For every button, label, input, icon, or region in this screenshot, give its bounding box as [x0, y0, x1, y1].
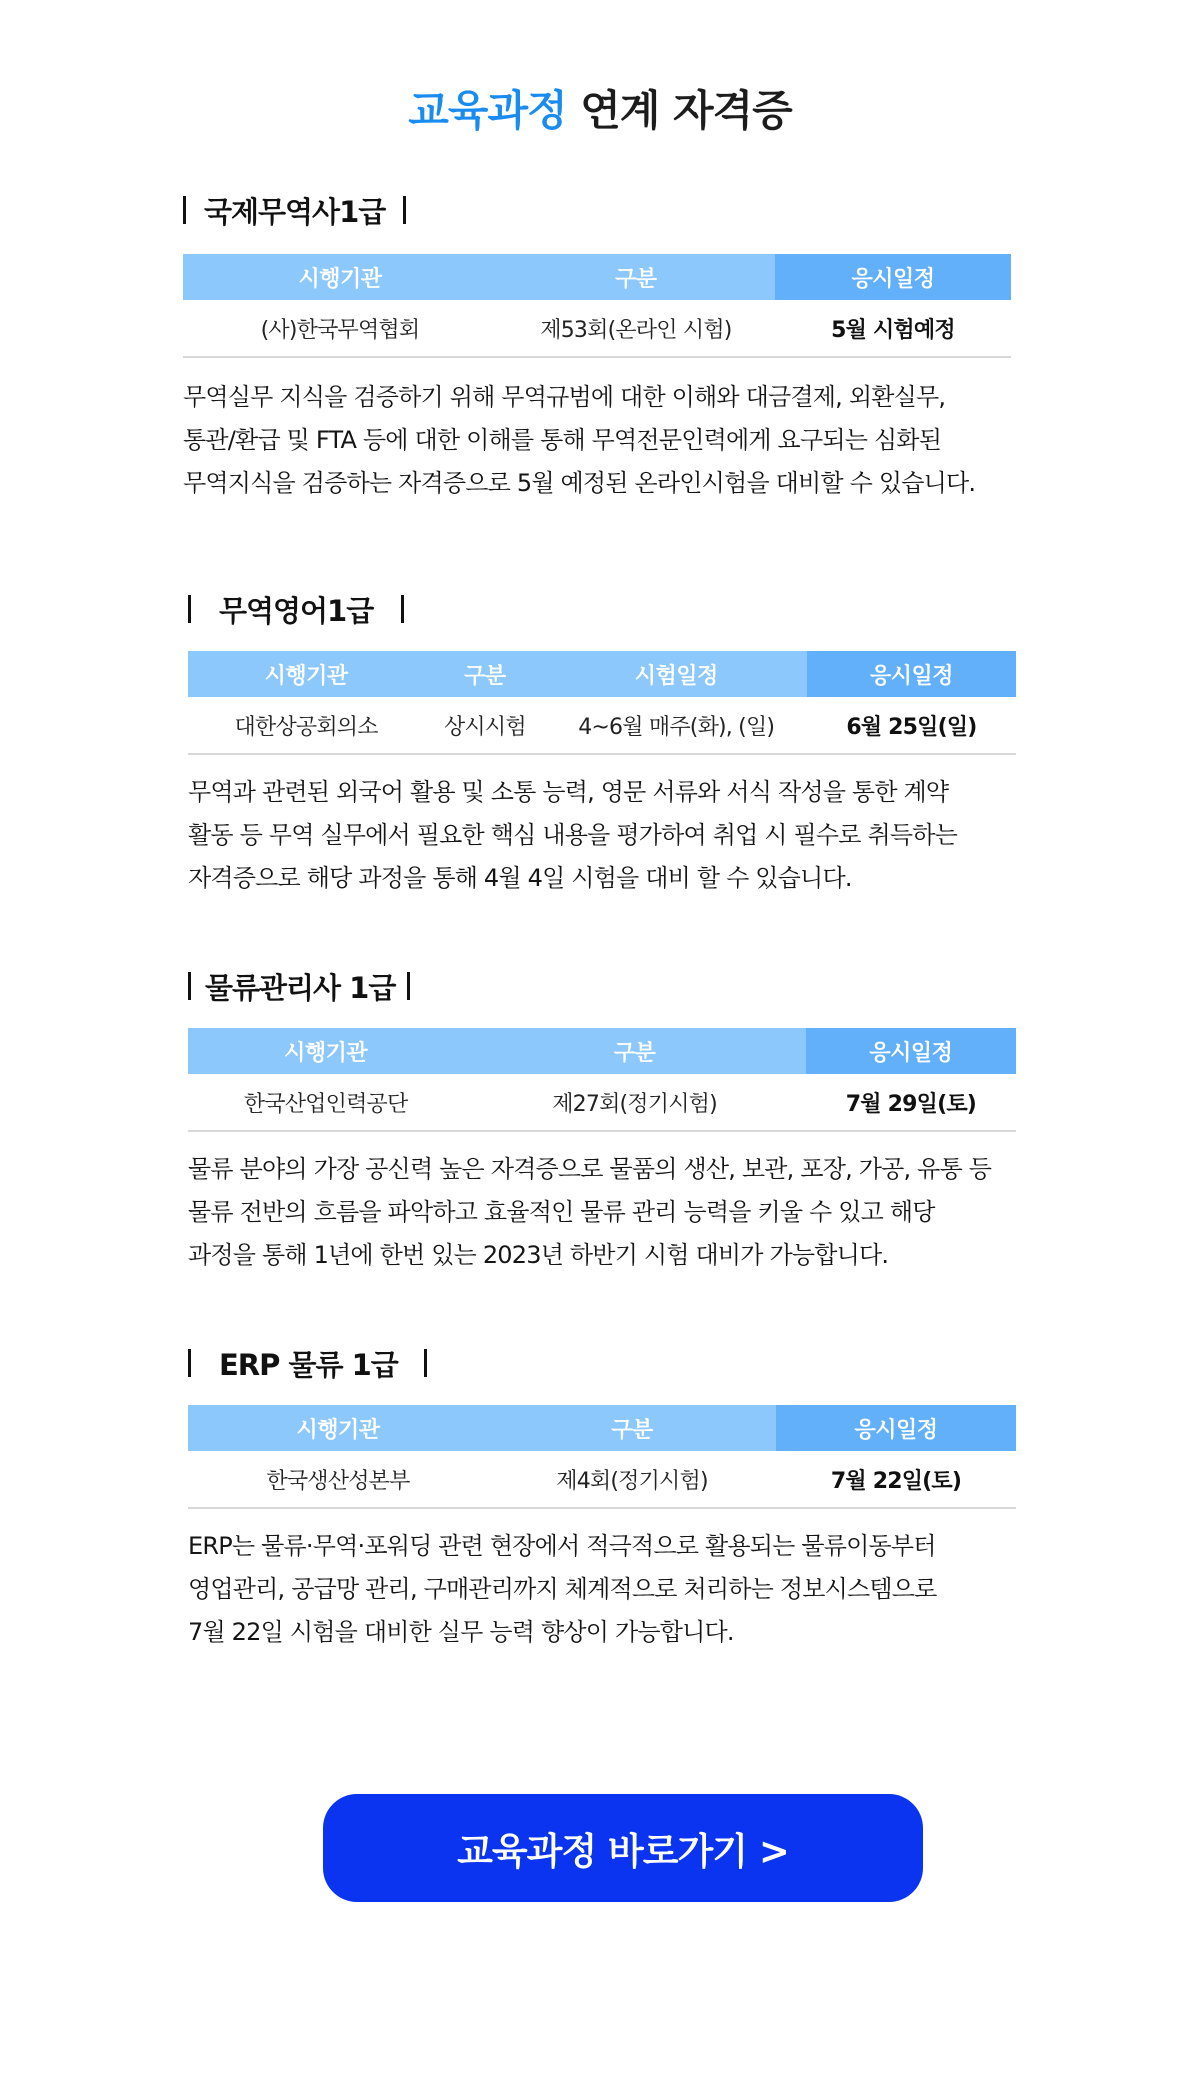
table-header-row: [188, 1028, 1016, 1074]
table-row: [188, 1451, 1016, 1508]
description-line: ERP는 물류·무역·포워딩 관련 현장에서 적극적으로 활용되는 물류이동부터: [188, 1532, 936, 1560]
section-title-text: ERP 물류 1급: [219, 1347, 398, 1382]
section-description: [183, 376, 1011, 505]
table-cell-schedule: 7월 22일(토): [776, 1451, 1016, 1508]
table-cell-schedule: 7월 29일(토): [806, 1074, 1016, 1131]
description-line: 물류 분야의 가장 공신력 높은 자격증으로 물품의 생산, 보관, 포장, 가공, 유통 등: [188, 1155, 992, 1183]
section-title-text: 물류관리사 1급: [205, 970, 396, 1005]
table-header-row: [183, 254, 1011, 300]
table-cell-organizer: 한국산업인력공단: [188, 1074, 463, 1131]
header-cell-highlight: 응시일정: [807, 651, 1016, 697]
table-cell-schedule: 5월 시험예정: [775, 300, 1011, 357]
certificate-section-erp-logistics: [188, 1341, 1016, 1654]
description-line: 무역지식을 검증하는 자격증으로 5월 예정된 온라인시험을 대비할 수 있습니다.: [183, 469, 976, 497]
header-cell: 구분: [497, 254, 775, 300]
table-cell-type: 제27회(정기시험): [463, 1074, 806, 1131]
certificate-section-trade-specialist: [183, 188, 1011, 505]
description-line: 물류 전반의 흐름을 파악하고 효율적인 물류 관리 능력을 키울 수 있고 해당: [188, 1198, 935, 1226]
title-bar-left: [183, 196, 186, 224]
description-line: 자격증으로 해당 과정을 통해 4월 4일 시험을 대비 할 수 있습니다.: [188, 864, 852, 892]
course-shortcut-button[interactable]: 교육과정 바로가기 >: [323, 1794, 923, 1902]
table-cell-type: 제4회(정기시험): [488, 1451, 776, 1508]
page-title: [0, 78, 1200, 138]
table-header-row: [188, 1405, 1016, 1451]
description-line: 무역과 관련된 외국어 활용 및 소통 능력, 영문 서류와 서식 작성을 통한 계약: [188, 778, 949, 806]
table-cell-type: 상시시험: [424, 697, 545, 754]
header-cell: 구분: [463, 1028, 806, 1074]
header-cell: 시행기관: [183, 254, 497, 300]
header-cell: 구분: [424, 651, 545, 697]
title-bar-left: [188, 972, 191, 1000]
header-cell: 시행기관: [188, 1405, 488, 1451]
table-header-row: [188, 651, 1016, 697]
header-cell-highlight: 응시일정: [806, 1028, 1016, 1074]
section-title-text: 무역영어1급: [219, 593, 374, 628]
table-cell-type: 제53회(온라인 시험): [497, 300, 775, 357]
table-row: [188, 1074, 1016, 1131]
header-cell-highlight: 응시일정: [776, 1405, 1016, 1451]
section-title-text: 국제무역사1급: [204, 194, 386, 229]
exam-info-table: [183, 254, 1011, 358]
exam-info-table: [188, 651, 1016, 755]
certificate-section-logistics-manager: [188, 964, 1016, 1277]
header-cell: 구분: [488, 1405, 776, 1451]
table-cell-organizer: (사)한국무역협회: [183, 300, 497, 357]
table-cell-organizer: 한국생산성본부: [188, 1451, 488, 1508]
description-line: 활동 등 무역 실무에서 필요한 핵심 내용을 평가하여 취업 시 필수로 취득하는: [188, 821, 958, 849]
section-description: [188, 1148, 1016, 1277]
page-title-rest: 연계 자격증: [580, 86, 792, 135]
exam-info-table: [188, 1405, 1016, 1509]
table-cell-organizer: 대한상공회의소: [188, 697, 424, 754]
header-cell: 시행기관: [188, 1028, 463, 1074]
table-cell-exam-dates: 4~6월 매주(화), (일): [546, 697, 807, 754]
description-line: 통관/환급 및 FTA 등에 대한 이해를 통해 무역전문인력에게 요구되는 심화된: [183, 426, 942, 454]
header-cell-highlight: 응시일정: [775, 254, 1011, 300]
description-line: 무역실무 지식을 검증하기 위해 무역규범에 대한 이해와 대금결제, 외환실무,: [183, 383, 946, 411]
title-bar-left: [188, 595, 191, 623]
title-bar-right: [401, 595, 404, 623]
section-title: [188, 964, 1016, 1008]
section-title: [188, 587, 1016, 631]
description-line: 영업관리, 공급망 관리, 구매관리까지 체계적으로 처리하는 정보시스템으로: [188, 1575, 937, 1603]
section-title: [183, 188, 1011, 232]
title-bar-right: [407, 972, 410, 1000]
title-bar-left: [188, 1349, 191, 1377]
section-description: [188, 771, 1016, 900]
title-bar-right: [403, 196, 406, 224]
description-line: 7월 22일 시험을 대비한 실무 능력 향상이 가능합니다.: [188, 1618, 734, 1646]
section-description: [188, 1525, 1016, 1654]
table-row: [188, 697, 1016, 754]
section-title: [188, 1341, 1016, 1385]
exam-info-table: [188, 1028, 1016, 1132]
table-row: [183, 300, 1011, 357]
description-line: 과정을 통해 1년에 한번 있는 2023년 하반기 시험 대비가 가능합니다.: [188, 1241, 889, 1269]
page-title-accent: 교육과정: [408, 86, 567, 135]
title-bar-right: [424, 1349, 427, 1377]
table-cell-schedule: 6월 25일(일): [807, 697, 1016, 754]
header-cell: 시행기관: [188, 651, 424, 697]
certificate-section-trade-english: [188, 587, 1016, 900]
header-cell: 시험일정: [546, 651, 807, 697]
